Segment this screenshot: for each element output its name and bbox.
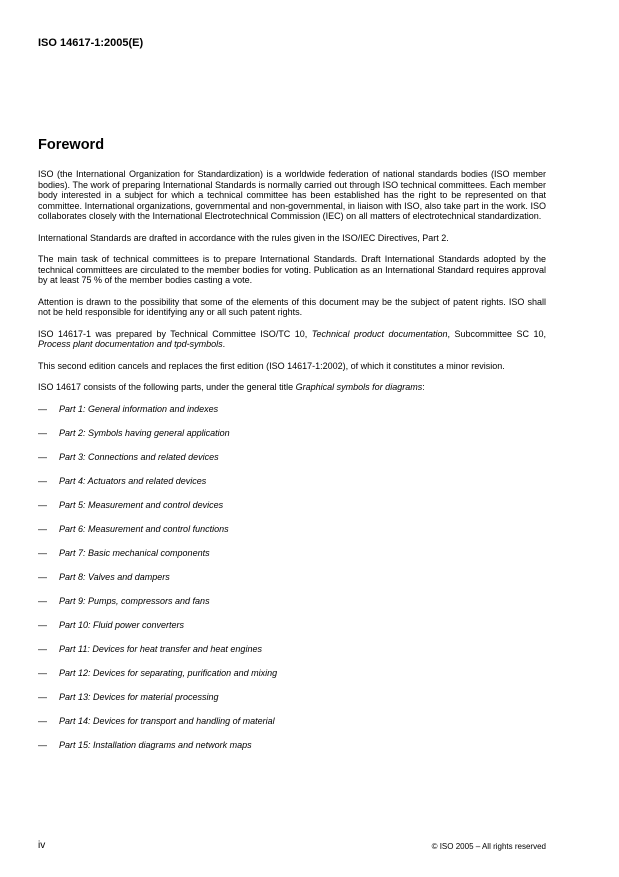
- page-number: iv: [38, 840, 46, 851]
- list-item: [38, 596, 546, 620]
- paragraph-parts-intro: [38, 382, 546, 393]
- copyright-notice: © ISO 2005 – All rights reserved: [431, 842, 546, 851]
- dash: —: [38, 403, 47, 414]
- dash: —: [38, 691, 47, 702]
- dash: —: [38, 475, 47, 486]
- parts-intro-text-a: ISO 14617 consists of the following parts, under the general title: [38, 382, 296, 392]
- list-item: [38, 548, 546, 572]
- subcommittee-name: Process plant documentation and tpd-symbols: [38, 339, 223, 349]
- list-item: [38, 668, 546, 692]
- parts-intro-text-c: :: [422, 382, 425, 392]
- part-title: Part 7: Basic mechanical components: [59, 547, 210, 558]
- part-title: Part 11: Devices for heat transfer and heat engines: [59, 643, 262, 654]
- part-title: Part 2: Symbols having general application: [59, 427, 230, 438]
- list-item: [38, 644, 546, 668]
- list-item: [38, 740, 546, 764]
- part-title: Part 6: Measurement and control functions: [59, 523, 229, 534]
- dash: —: [38, 739, 47, 750]
- prepared-by-text-a: ISO 14617-1 was prepared by Technical Committee ISO/TC 10,: [38, 328, 312, 339]
- list-item: [38, 524, 546, 548]
- list-item: [38, 404, 546, 428]
- parts-list: [38, 404, 546, 764]
- part-title: Part 8: Valves and dampers: [59, 571, 170, 582]
- dash: —: [38, 619, 47, 630]
- committee-name: Technical product documentation: [311, 328, 448, 339]
- list-item: [38, 692, 546, 716]
- list-item: [38, 500, 546, 524]
- paragraph-iso-intro: ISO (the International Organization for Standardization) is a worldwide federation of national standards bodies (ISO member bodies). The work of preparing International Standards is normally carried out through ISO technical committees. Each member body interested in a subject for which a technical committee has been established has the right to be represented on that committee. International organizations, governmental and non-governmental, in liaison with ISO, also take part in the work. ISO collaborates closely with the International Electrotechnical Commission (IEC) on all matters of electrotechnical standardization.: [38, 169, 546, 221]
- prepared-by-text-e: .: [222, 339, 226, 349]
- part-title: Part 10: Fluid power converters: [59, 619, 185, 630]
- dash: —: [38, 451, 47, 462]
- part-title: Part 9: Pumps, compressors and fans: [59, 595, 210, 606]
- list-item: [38, 572, 546, 596]
- paragraph-directives: International Standards are drafted in accordance with the rules given in the ISO/IEC Directives, Part 2.: [38, 232, 449, 243]
- paragraph-committee-task: The main task of technical committees is to prepare International Standards. Draft International Standards adopted by the technical committees are circulated to the member bodies for voting. Publication as an International Standard requires approval by at least 75 % of the member bodies casting a vote.: [38, 254, 546, 285]
- dash: —: [38, 595, 47, 606]
- part-title: Part 1: General information and indexes: [59, 403, 219, 414]
- paragraph-patent-rights: Attention is drawn to the possibility that some of the elements of this document may be the subject of patent rights. ISO shall not be held responsible for identifying any or all such patent rights.: [38, 296, 546, 317]
- part-title: Part 15: Installation diagrams and network maps: [59, 739, 252, 750]
- list-item: [38, 476, 546, 500]
- general-title: Graphical symbols for diagrams: [295, 382, 423, 392]
- dash: —: [38, 667, 47, 678]
- dash: —: [38, 715, 47, 726]
- list-item: [38, 428, 546, 452]
- dash: —: [38, 547, 47, 558]
- document-id-header: ISO 14617-1:2005(E): [38, 37, 144, 49]
- dash: —: [38, 523, 47, 534]
- paragraph-edition: This second edition cancels and replaces the first edition (ISO 14617-1:2002), of which it constitutes a minor revision.: [38, 360, 505, 371]
- list-item: [38, 620, 546, 644]
- part-title: Part 12: Devices for separating, purification and mixing: [59, 667, 278, 678]
- dash: —: [38, 427, 47, 438]
- dash: —: [38, 499, 47, 510]
- dash: —: [38, 571, 47, 582]
- list-item: [38, 452, 546, 476]
- page-title: Foreword: [38, 137, 105, 153]
- prepared-by-text-c: , Subcommittee SC 10,: [447, 328, 546, 339]
- dash: —: [38, 643, 47, 654]
- foreword-body: [38, 169, 546, 764]
- paragraph-prepared-by: [38, 329, 546, 350]
- part-title: Part 14: Devices for transport and handling of material: [59, 715, 275, 726]
- part-title: Part 3: Connections and related devices: [59, 451, 219, 462]
- part-title: Part 4: Actuators and related devices: [59, 475, 207, 486]
- list-item: [38, 716, 546, 740]
- part-title: Part 5: Measurement and control devices: [59, 499, 224, 510]
- part-title: Part 13: Devices for material processing: [59, 691, 219, 702]
